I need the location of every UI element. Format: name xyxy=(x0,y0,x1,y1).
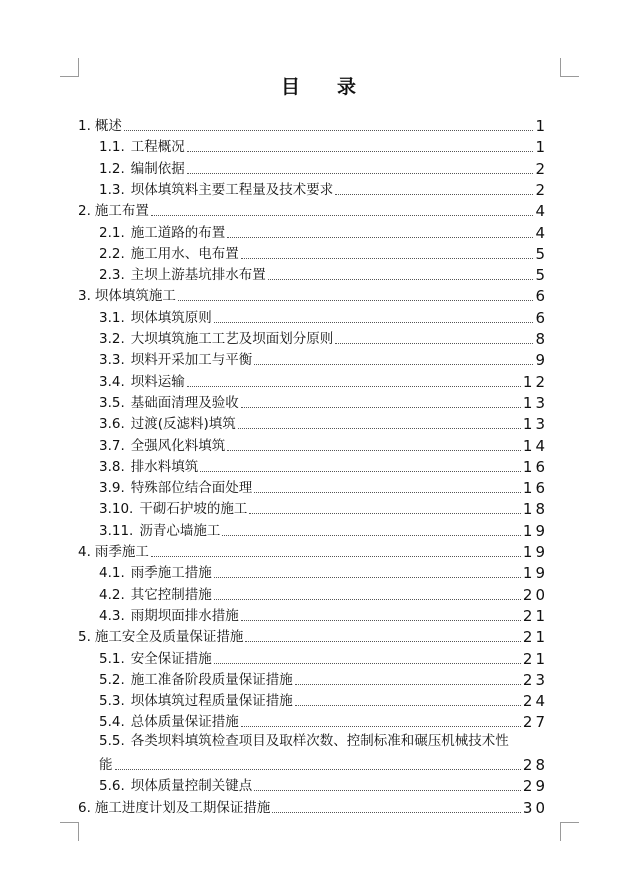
toc-leader-dots xyxy=(254,492,521,493)
toc-page-number: 1 xyxy=(535,117,548,135)
toc-number: 5.2. xyxy=(99,671,125,688)
toc-page-number: 24 xyxy=(522,692,548,711)
toc-number: 1.3. xyxy=(99,181,125,198)
toc-section-entry[interactable] xyxy=(99,412,548,433)
toc-leader-dots xyxy=(241,407,521,408)
toc-page-number: 18 xyxy=(522,500,548,519)
toc-section-entry[interactable] xyxy=(99,583,548,604)
toc-section-entry[interactable] xyxy=(99,178,548,199)
toc-title: 其它控制措施 xyxy=(130,586,212,603)
toc-title: 主坝上游基坑排水布置 xyxy=(130,267,266,284)
toc-number: 5.5. xyxy=(99,732,125,749)
toc-section-entry[interactable] xyxy=(99,263,548,284)
toc-page-number: 19 xyxy=(522,521,548,540)
toc-number: 1.1. xyxy=(99,139,125,156)
toc-title: 干砌石护坡的施工 xyxy=(139,501,248,518)
toc-number: 2.1. xyxy=(99,224,125,241)
toc-title: 过渡(反滤料)填筑 xyxy=(130,416,236,433)
toc-title: 大坝填筑施工工艺及坝面划分原则 xyxy=(130,331,334,347)
toc-leader-dots xyxy=(214,663,521,664)
toc-number: 3.1. xyxy=(99,309,125,326)
toc-chapter-entry[interactable] xyxy=(78,796,548,817)
toc-section-entry[interactable] xyxy=(99,519,548,540)
toc-leader-dots xyxy=(295,684,521,685)
toc-leader-dots xyxy=(151,215,534,216)
toc-title: 施工准备阶段质量保证措施 xyxy=(130,671,293,688)
toc-leader-dots xyxy=(238,428,521,429)
toc-page-number: 23 xyxy=(522,670,548,689)
toc-section-entry[interactable] xyxy=(99,135,548,156)
toc-page-number: 2 xyxy=(535,159,548,178)
toc-leader-dots xyxy=(227,237,533,238)
toc-title: 安全保证措施 xyxy=(130,650,212,667)
toc-number: 1.2. xyxy=(99,160,125,177)
toc-leader-dots xyxy=(222,535,521,536)
toc-number: 5. xyxy=(78,629,91,646)
toc-title: 施工布置 xyxy=(94,203,149,220)
toc-section-entry[interactable] xyxy=(99,774,548,795)
toc-title: 雨季施工 xyxy=(94,544,149,560)
toc-title: 坝体填筑料主要工程量及技术要求 xyxy=(130,181,334,198)
toc-leader-dots xyxy=(124,130,534,131)
toc-page-number: 14 xyxy=(522,436,548,455)
toc-page-number: 28 xyxy=(522,756,548,774)
toc-leader-dots xyxy=(268,279,534,280)
toc-number: 5.6. xyxy=(99,778,125,795)
toc-number: 3.3. xyxy=(99,352,125,369)
toc-page-number: 21 xyxy=(522,628,548,647)
toc-section-entry[interactable] xyxy=(99,157,548,178)
toc-section-entry[interactable] xyxy=(99,455,548,476)
toc-leader-dots xyxy=(272,812,521,813)
toc-leader-dots xyxy=(200,471,521,472)
toc-leader-dots xyxy=(295,705,521,706)
toc-page-number: 12 xyxy=(522,372,548,391)
toc-page-number: 9 xyxy=(535,351,548,370)
toc-leader-dots xyxy=(151,556,521,557)
toc-leader-dots xyxy=(241,726,521,727)
toc-page-number: 2 xyxy=(535,180,548,199)
toc-entry-continuation[interactable] xyxy=(99,753,548,774)
toc-leader-dots xyxy=(187,151,534,152)
toc-page-number: 5 xyxy=(535,244,548,263)
toc-number: 3.6. xyxy=(99,416,125,433)
toc-page-number: 1 xyxy=(535,138,548,157)
toc-chapter-entry[interactable] xyxy=(78,199,548,220)
toc-section-entry[interactable] xyxy=(99,391,548,412)
toc-page-number: 13 xyxy=(522,393,548,412)
toc-title: 全强风化料填筑 xyxy=(130,437,226,454)
toc-chapter-entry[interactable] xyxy=(78,284,548,305)
toc-leader-dots xyxy=(245,641,521,642)
toc-page-number: 29 xyxy=(522,777,548,796)
toc-leader-dots xyxy=(241,620,521,621)
toc-leader-dots xyxy=(241,258,534,259)
toc-entry[interactable] xyxy=(99,732,509,750)
toc-page-number: 16 xyxy=(522,479,548,498)
toc-title: 坝体质量控制关键点 xyxy=(130,778,253,795)
toc-leader-dots xyxy=(254,790,521,791)
toc-title: 坝体填筑施工 xyxy=(94,288,176,305)
toc-number: 3.9. xyxy=(99,480,125,497)
toc-title: 编制依据 xyxy=(130,160,185,177)
toc-title: 概述 xyxy=(94,118,122,134)
toc-title: 沥青心墙施工 xyxy=(139,522,221,539)
toc-title: 施工用水、电布置 xyxy=(130,245,239,262)
toc-chapter-entry[interactable] xyxy=(78,625,548,646)
toc-number: 3. xyxy=(78,288,91,305)
toc-page-number: 4 xyxy=(535,223,548,242)
toc-page-number: 30 xyxy=(522,798,548,817)
toc-section-entry[interactable] xyxy=(99,242,548,263)
toc-number: 5.4. xyxy=(99,714,125,731)
toc-page-number: 6 xyxy=(535,287,548,306)
toc-number: 3.7. xyxy=(99,437,125,454)
toc-section-entry[interactable] xyxy=(99,370,548,391)
toc-leader-dots xyxy=(187,173,534,174)
toc-page-number: 16 xyxy=(522,457,548,476)
toc-leader-dots xyxy=(335,194,533,195)
toc-section-entry[interactable] xyxy=(99,348,548,369)
toc-section-entry[interactable] xyxy=(99,434,548,455)
toc-title: 基础面清理及验收 xyxy=(130,394,239,411)
toc-section-entry[interactable] xyxy=(99,306,548,327)
toc-number: 4.3. xyxy=(99,607,125,624)
crop-mark-bottom-right xyxy=(560,822,579,841)
toc-leader-dots xyxy=(227,450,521,451)
toc-page-number: 21 xyxy=(522,649,548,668)
toc-leader-dots xyxy=(187,386,521,387)
toc-leader-dots xyxy=(214,599,521,600)
toc-number: 3.2. xyxy=(99,331,125,347)
toc-title: 施工道路的布置 xyxy=(130,224,226,241)
toc-number: 4. xyxy=(78,544,91,560)
toc-section-entry[interactable] xyxy=(99,689,548,710)
toc-title: 特殊部位结合面处理 xyxy=(130,480,253,497)
toc-page-number: 27 xyxy=(522,713,548,732)
toc-page-number: 8 xyxy=(535,330,548,348)
toc-section-entry[interactable] xyxy=(99,604,548,625)
toc-leader-dots xyxy=(254,364,533,365)
toc-number: 1. xyxy=(78,118,91,134)
page-title: 目 录 xyxy=(280,76,358,98)
toc-page-number: 13 xyxy=(522,415,548,434)
toc-page-number: 6 xyxy=(535,308,548,327)
toc-number: 5.3. xyxy=(99,693,125,710)
toc-page-number: 5 xyxy=(535,266,548,285)
toc-number: 2.2. xyxy=(99,245,125,262)
toc-leader-dots xyxy=(249,513,521,514)
toc-title: 施工进度计划及工期保证措施 xyxy=(94,799,271,816)
toc-number: 3.8. xyxy=(99,458,125,475)
toc-page-number: 19 xyxy=(522,564,548,583)
toc-number: 5.1. xyxy=(99,650,125,667)
toc-section-entry[interactable] xyxy=(99,476,548,497)
toc-number: 4.1. xyxy=(99,565,125,582)
toc-number: 3.4. xyxy=(99,373,125,390)
toc-page-number: 19 xyxy=(522,543,548,561)
toc-title: 坝料开采加工与平衡 xyxy=(130,352,253,369)
toc-section-entry[interactable] xyxy=(99,497,548,518)
toc-title: 工程概况 xyxy=(130,139,185,156)
toc-page-number: 4 xyxy=(535,202,548,221)
toc-section-entry[interactable] xyxy=(99,221,548,242)
toc-title: 各类坝料填筑检查项目及取样次数、控制标准和碾压机械技术性 xyxy=(130,732,509,749)
toc-title-continuation: 能 xyxy=(99,757,113,773)
toc-number: 2.3. xyxy=(99,267,125,284)
toc-leader-dots xyxy=(115,769,521,770)
toc-leader-dots xyxy=(178,300,534,301)
toc-leader-dots xyxy=(214,577,521,578)
toc-section-entry[interactable] xyxy=(99,561,548,582)
toc-number: 6. xyxy=(78,799,91,816)
toc-number: 3.10. xyxy=(99,501,134,518)
toc-number: 3.11. xyxy=(99,522,134,539)
crop-mark-bottom-left xyxy=(60,822,79,841)
toc-title: 雨期坝面排水措施 xyxy=(130,607,239,624)
toc-chapter-entry[interactable] xyxy=(78,114,548,135)
toc-title: 总体质量保证措施 xyxy=(130,714,239,731)
toc-number: 2. xyxy=(78,203,91,220)
toc-title: 坝体填筑原则 xyxy=(130,309,212,326)
toc-section-entry[interactable] xyxy=(99,668,548,689)
toc-section-entry[interactable] xyxy=(99,710,548,731)
toc-title: 排水料填筑 xyxy=(130,458,199,475)
toc-page-number: 21 xyxy=(522,606,548,625)
toc-chapter-entry[interactable] xyxy=(78,540,548,561)
toc-number: 4.2. xyxy=(99,586,125,603)
toc-number: 3.5. xyxy=(99,394,125,411)
toc-title: 雨季施工措施 xyxy=(130,565,212,582)
toc-leader-dots xyxy=(214,322,534,323)
toc-section-entry[interactable] xyxy=(99,327,548,348)
toc-title: 坝料运输 xyxy=(130,373,185,390)
toc-title: 施工安全及质量保证措施 xyxy=(94,629,244,646)
toc-page-number: 20 xyxy=(522,585,548,604)
toc-title: 坝体填筑过程质量保证措施 xyxy=(130,693,293,710)
toc-leader-dots xyxy=(335,343,533,344)
toc-section-entry[interactable] xyxy=(99,647,548,668)
